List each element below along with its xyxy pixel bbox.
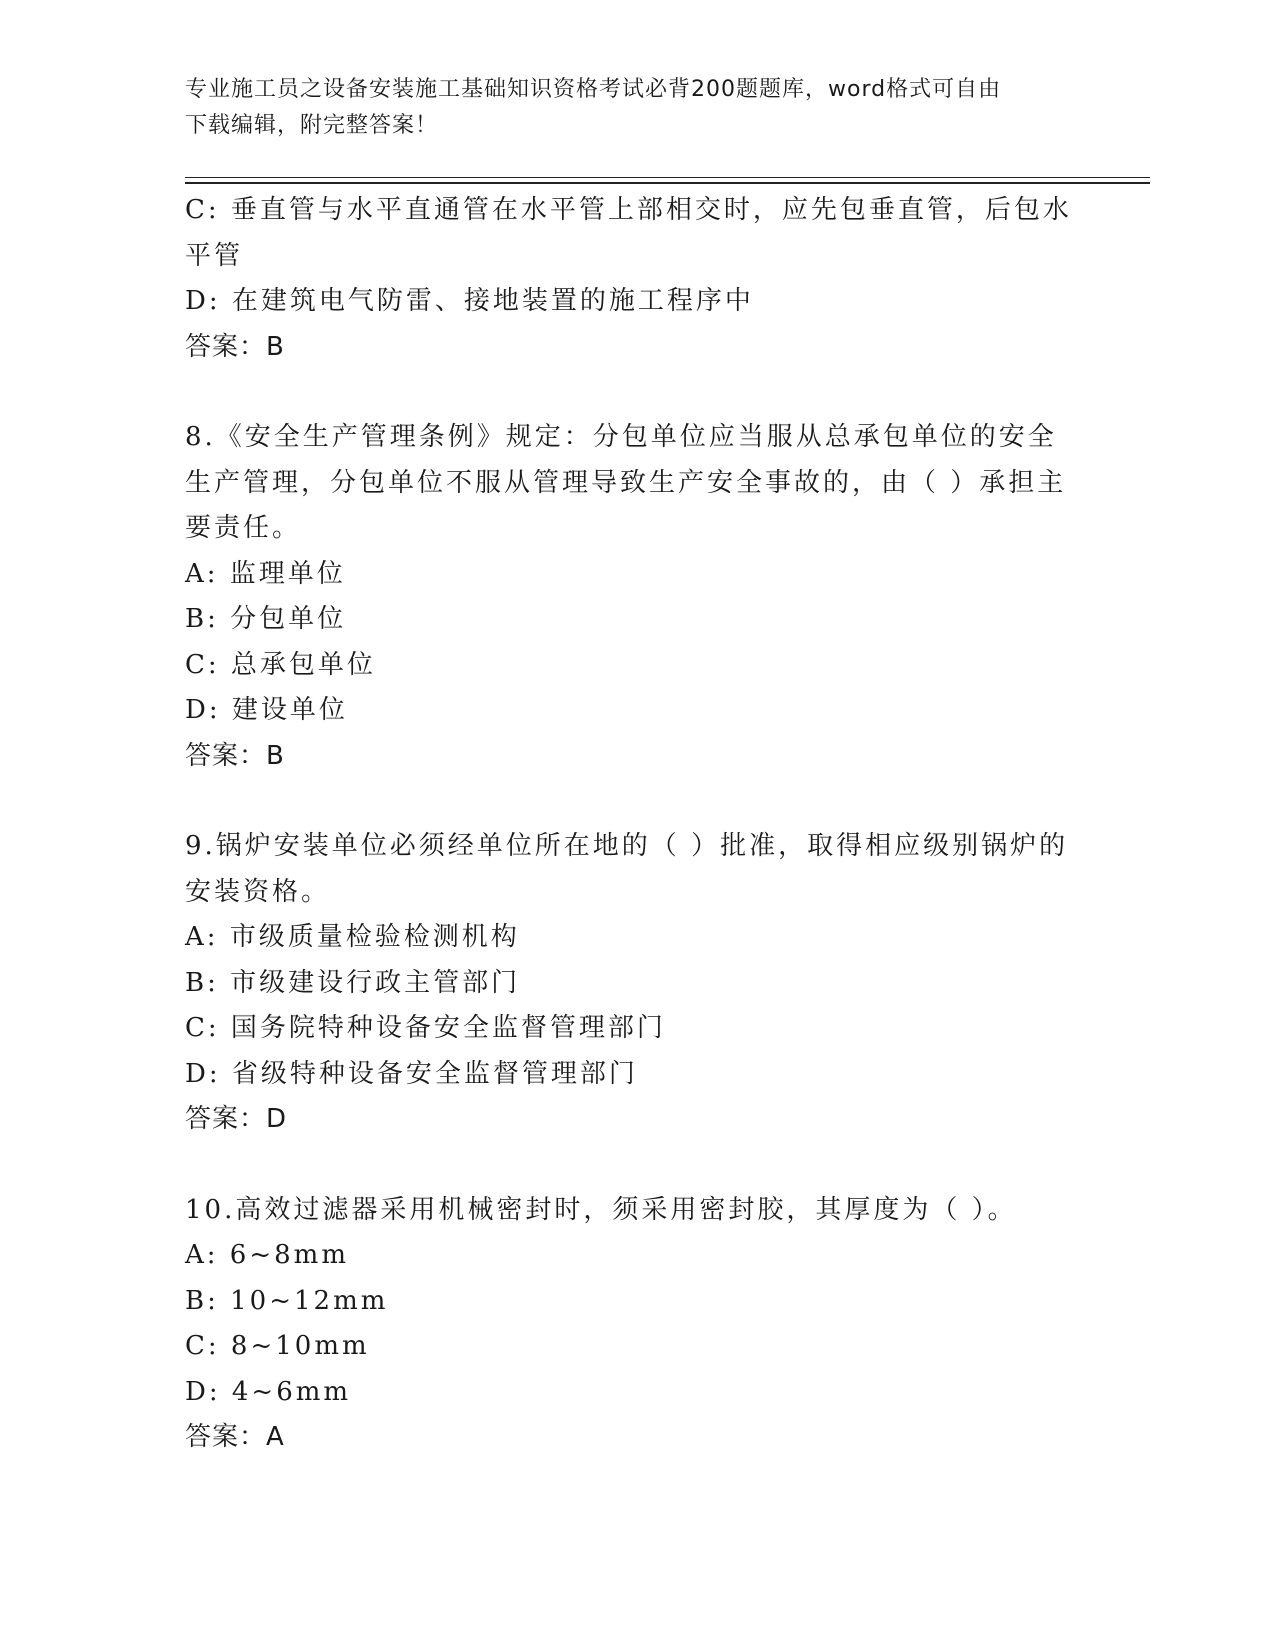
option-a: A: 监理单位: [185, 558, 346, 589]
option-d: D: 建设单位: [185, 695, 348, 725]
option-d: D: 在建筑电气防雷、接地装置的施工程序中: [185, 286, 754, 316]
spacer: [185, 779, 1085, 824]
header-divider-thick: [185, 182, 1150, 184]
option-a: A: 市级质量检验检测机构: [185, 922, 520, 952]
option-d: D: 4~6mm: [185, 1376, 352, 1407]
question-stem-line: 安装资格。: [185, 876, 331, 907]
option-d: D: 省级特种设备安全监督管理部门: [185, 1058, 638, 1089]
spacer: [185, 1143, 1085, 1188]
document-body: [185, 188, 1085, 1461]
header-line-1: 专业施工员之设备安装施工基础知识资格考试必背200题题库，word格式可自由: [185, 77, 1002, 102]
option-c: C: 8~10mm: [185, 1331, 370, 1361]
question-stem-line: 8.《安全生产管理条例》规定：分包单位应当服从总承包单位的安全: [185, 422, 1057, 452]
option-c: C: 垂直管与水平直通管在水平管上部相交时，应先包垂直管，后包水: [185, 195, 1072, 225]
option-a: A: 6~8mm: [185, 1240, 349, 1270]
answer: 答案：B: [185, 331, 285, 362]
option-b: B: 10~12mm: [185, 1285, 389, 1316]
option-c: C: 总承包单位: [185, 649, 376, 680]
question-stem-line: 10.高效过滤器采用机械密封时，须采用密封胶，其厚度为（ ）。: [185, 1194, 1017, 1225]
header-divider-thin: [185, 177, 1150, 178]
option-b: B: 市级建设行政主管部门: [185, 967, 521, 998]
option-b: B: 分包单位: [185, 604, 347, 634]
answer: 答案：A: [185, 1422, 285, 1452]
spacer: [185, 370, 1085, 415]
document-header: [185, 72, 1065, 144]
option-c-continued: 平管: [185, 240, 244, 271]
answer: 答案：D: [185, 1104, 288, 1134]
question-stem-line: 生产管理，分包单位不服从管理导致生产安全事故的，由（ ）承担主: [185, 467, 1067, 498]
question-stem-line: 要责任。: [185, 513, 302, 543]
answer: 答案：B: [185, 740, 285, 771]
continued-question: [185, 188, 1085, 370]
header-line-2: 下载编辑，附完整答案！: [185, 113, 439, 138]
question-9: [185, 824, 1085, 1143]
question-8: [185, 415, 1085, 779]
option-c: C: 国务院特种设备安全监督管理部门: [185, 1013, 666, 1043]
question-10: [185, 1188, 1085, 1461]
question-stem-line: 9.锅炉安装单位必须经单位所在地的（ ）批准，取得相应级别锅炉的: [185, 831, 1069, 861]
